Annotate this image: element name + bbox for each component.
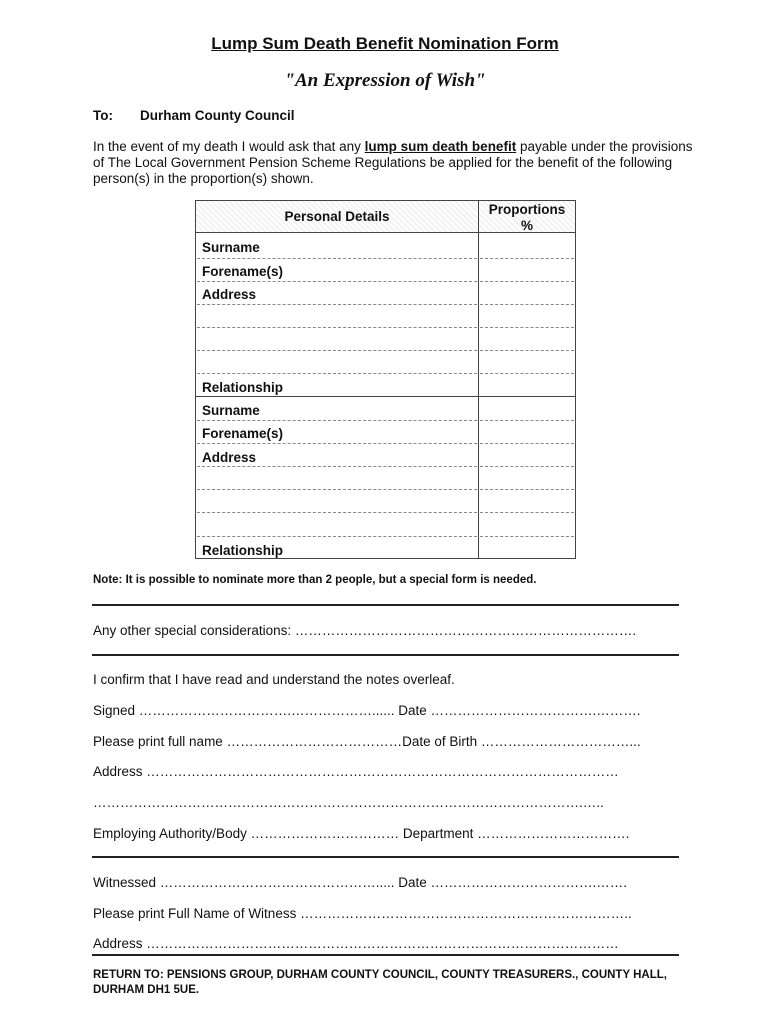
person1-address-field[interactable] (197, 304, 477, 305)
witness-address-line[interactable]: Address …………………………………………………………………………………………… (93, 936, 619, 951)
person2-address-proportion[interactable] (480, 466, 574, 467)
to-label: To: (93, 108, 113, 123)
header-personal-details: Personal Details (284, 209, 390, 224)
return-address: RETURN TO: PENSIONS GROUP, DURHAM COUNTY COUNCIL, COUNTY TREASURERS., COUNTY HALL, DURHAM DH1 5UE. (93, 969, 667, 996)
person2-address-line2[interactable] (197, 489, 477, 490)
form-subtitle: "An Expression of Wish" (284, 70, 486, 91)
person2-forename-label: Forename(s) (202, 426, 284, 441)
person2-surname-field[interactable] (197, 420, 477, 421)
employer-department-line[interactable]: Employing Authority/Body …………………………… Department ……………………………. (93, 826, 630, 841)
header-percent-sign: % (520, 218, 533, 233)
intro-text-before: In the event of my death I would ask that any (93, 139, 365, 154)
person1-surname-field[interactable] (197, 258, 477, 259)
person2-forename-proportion[interactable] (480, 443, 574, 444)
person2-address-line3-proportion[interactable] (480, 512, 574, 513)
person2-relationship-label: Relationship (202, 543, 284, 558)
table-column-divider (478, 200, 479, 559)
person2-forename-field[interactable] (197, 443, 477, 444)
person1-address-line3[interactable] (197, 350, 477, 351)
person1-surname-label: Surname (202, 240, 260, 255)
person2-address-field[interactable] (197, 466, 477, 467)
person1-address-line4[interactable] (197, 373, 477, 374)
person2-address-line4-proportion[interactable] (480, 536, 574, 537)
person2-address-line2-proportion[interactable] (480, 489, 574, 490)
person1-address-line2[interactable] (197, 327, 477, 328)
person1-address-line4-proportion[interactable] (480, 373, 574, 374)
form-title: Lump Sum Death Benefit Nomination Form (211, 34, 559, 53)
member-address-line[interactable]: Address …………………………………………………………………………………………… (93, 764, 619, 779)
header-proportions-label: Proportions (488, 202, 566, 217)
person2-surname-proportion[interactable] (480, 420, 574, 421)
header-proportions (479, 202, 575, 234)
person1-forename-field[interactable] (197, 281, 477, 282)
person1-address-line3-proportion[interactable] (480, 350, 574, 351)
member-address-continuation[interactable]: ……………………………………………………………………………………………….….. (93, 795, 604, 810)
intro-paragraph (93, 139, 693, 187)
person1-forename-label: Forename(s) (202, 264, 284, 279)
intro-text-after: payable under the provisions of The Local Government Pension Scheme Regulations be applied for the benefit of the following person(s) in the proportion(s) shown. (93, 139, 693, 186)
person1-address-line2-proportion[interactable] (480, 327, 574, 328)
confirmation-statement: I confirm that I have read and understand the notes overleaf. (93, 672, 455, 687)
witness-name-line[interactable]: Please print Full Name of Witness ……………………………………………………………….. (93, 906, 632, 921)
witness-signature-date-line[interactable]: Witnessed …………………………………………..... Date ……………………………….……. (93, 875, 628, 890)
nomination-note: Note: It is possible to nominate more than 2 people, but a special form is needed. (93, 574, 537, 586)
person1-surname-proportion[interactable] (480, 258, 574, 259)
section-rule (92, 604, 679, 606)
to-recipient: Durham County Council (140, 108, 295, 123)
person1-forename-proportion[interactable] (480, 281, 574, 282)
person-separator (195, 396, 576, 397)
person2-surname-label: Surname (202, 403, 260, 418)
person2-address-line4[interactable] (197, 536, 477, 537)
person1-relationship-label: Relationship (202, 380, 284, 395)
section-rule (92, 856, 679, 858)
full-name-dob-line[interactable]: Please print full name …………………………………Date of Birth ……………………………... (93, 734, 641, 749)
intro-emphasis: lump sum death benefit (364, 139, 517, 154)
person2-address-line3[interactable] (197, 512, 477, 513)
person1-address-label: Address (202, 287, 257, 302)
section-rule (92, 954, 679, 956)
section-rule (92, 654, 679, 656)
person1-address-proportion[interactable] (480, 304, 574, 305)
person2-address-label: Address (202, 450, 257, 465)
signature-date-line[interactable]: Signed …………………………….………………...... Date ……………………………….………. (93, 703, 641, 718)
special-considerations-field[interactable]: Any other special considerations: …………………………………………………………………. (93, 623, 637, 638)
